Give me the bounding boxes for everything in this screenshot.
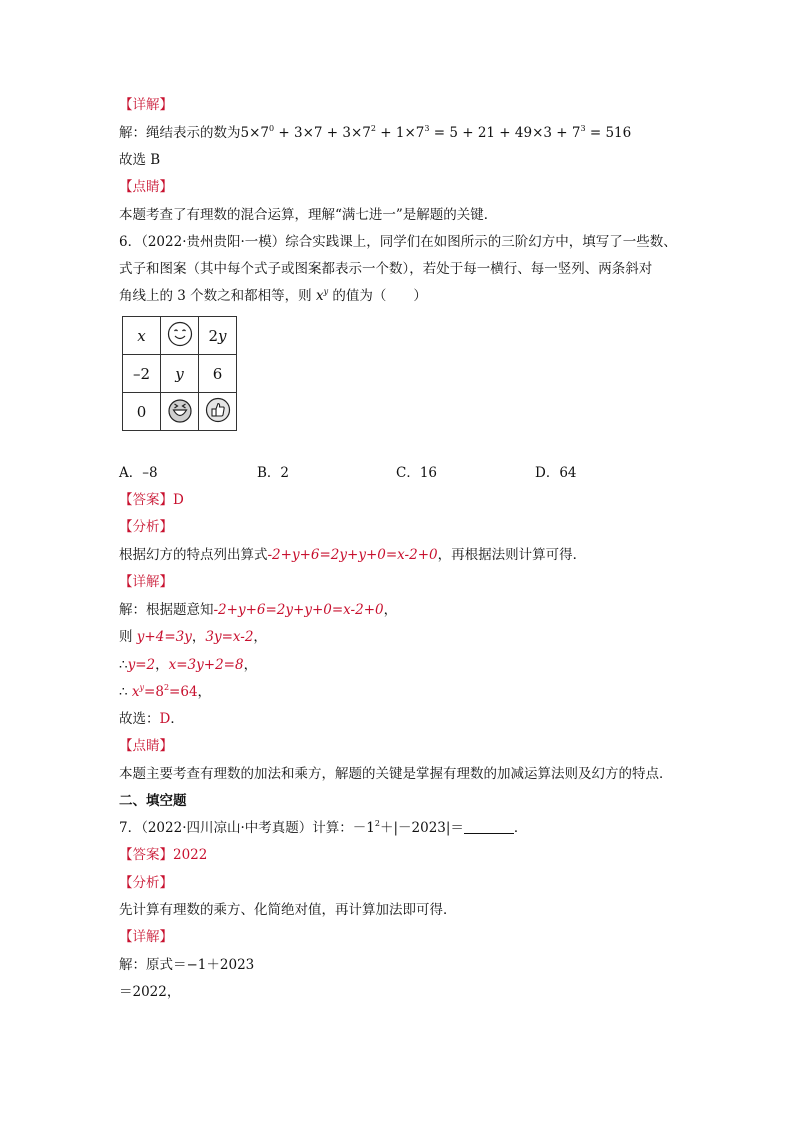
magic-square-grid <box>122 316 237 431</box>
grid-cell: 2y <box>199 317 237 355</box>
question-6-line-1: 6．（2022·贵州贵阳·一模）综合实践课上，同学们在如图所示的三阶幻方中，填写了一些数、 <box>119 234 677 250</box>
choose-line: 故选 B <box>119 152 161 168</box>
comment-text: 本题考查了有理数的混合运算，理解“满七进一”是解题的关键． <box>119 207 498 223</box>
answer-line <box>119 490 184 510</box>
solution-line-2: 则 y+4=3y，3y=x-2， <box>119 629 267 645</box>
option-c: C．16 <box>396 465 438 481</box>
comment-tag: 【点睛】 <box>119 179 173 195</box>
question-7-stem: 7．（2022·四川凉山·中考真题）计算：$-1^2+|-2023|=$ ． <box>119 819 528 836</box>
choose-line: 故选：D． <box>119 711 184 727</box>
option-b: B．2 <box>257 465 290 481</box>
analysis-tag: 【分析】 <box>119 875 173 891</box>
answer-value: 2022 <box>173 847 208 863</box>
answer-tag: 【答案】 <box>119 847 173 863</box>
solution-line-1: 解：原式＝−1＋2023 <box>119 957 255 973</box>
answer-blank <box>464 820 514 834</box>
solution-line-4: ∴ $x^y=8^2=64$， <box>119 683 212 700</box>
answer-value: D <box>173 492 184 508</box>
analysis-tag: 【分析】 <box>119 519 173 535</box>
grid-cell <box>161 317 199 355</box>
solution-line-1: 解：根据题意知-2+y+6=2y+y+0=x-2+0， <box>119 602 398 618</box>
solution-line-2: ＝2022， <box>119 984 181 1000</box>
question-6-line-2: 式子和图案（其中每个式子或图案都表示一个数），若处于每一横行、每一竖列、两条斜对 <box>119 261 653 277</box>
answer-tag: 【答案】 <box>119 492 173 508</box>
grid-cell: 0 <box>123 393 161 431</box>
question-6-line-3: 角线上的 3 个数之和都相等，则 $x^y$ 的值为（ ） <box>119 287 427 304</box>
solution-line-3: ∴y=2，x=3y+2=8， <box>119 657 258 673</box>
section-heading: 二、填空题 <box>119 793 187 809</box>
solution-line: 解：绳结表示的数为$5\times 7^0 + 3\times 7 + 3\times 7^2 + 1\times 7^3 = 5 + 21 + 49\times 3 + 7^3 = 516$ <box>119 124 632 141</box>
grid-cell <box>161 393 199 431</box>
analysis-text: 根据幻方的特点列出算式-2+y+6=2y+y+0=x-2+0，再根据法则计算可得． <box>119 547 587 563</box>
comment-text: 本题主要考查有理数的加法和乘方，解题的关键是掌握有理数的加减运算法则及幻方的特点． <box>119 766 673 782</box>
comment-tag: 【点睛】 <box>119 738 173 754</box>
thumbs-up-icon <box>205 397 231 423</box>
smiley-face-icon <box>167 321 193 347</box>
detail-tag: 【详解】 <box>119 97 173 113</box>
analysis-text: 先计算有理数的乘方、化简绝对值，再计算加法即可得． <box>119 902 457 918</box>
option-a: A．–8 <box>119 465 158 481</box>
detail-tag: 【详解】 <box>119 574 173 590</box>
grid-cell: x <box>123 317 161 355</box>
grid-cell: y <box>161 355 199 393</box>
answer-line <box>119 845 207 865</box>
option-d: D．64 <box>535 465 577 481</box>
grid-cell: 6 <box>199 355 237 393</box>
grid-cell: –2 <box>123 355 161 393</box>
grid-cell <box>199 393 237 431</box>
detail-tag: 【详解】 <box>119 929 173 945</box>
laughing-face-icon <box>167 397 193 423</box>
